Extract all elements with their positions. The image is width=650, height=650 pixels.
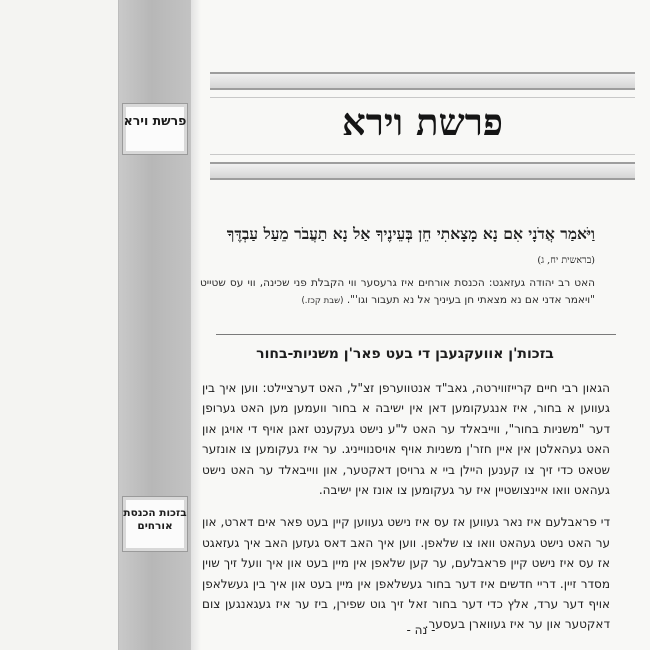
section-divider — [216, 334, 616, 335]
sidebar-topic-label: בזכות הכנסת אורחים — [123, 507, 187, 533]
page-title: פרשת וירא — [341, 100, 504, 144]
sidebar-shadow — [191, 0, 201, 650]
story-heading: בזכות'ן אוועקגעבן די בעט פאר'ן משניות-בחור — [256, 346, 554, 362]
verse-block — [195, 222, 595, 273]
page-number: - נה - — [406, 623, 436, 637]
sidebar-topic-box — [122, 496, 188, 552]
title-frame-bottom-border — [210, 162, 635, 180]
story-paragraph: די פראבלעם איז נאר געווען אז עס איז נישט געווען קיין בעט פאר אים דארט, און ער האט נישט געהאט וואו צו שלאפן. ווען איך האב דאס געזען האב איך געזאגט אז עס איז נישט קיין פראבלעם, ער קען שלאפן אין מיין בעט און איך וועל זיך שוין מסדר זיין. דריי חדשים איז דער בחור געשלאפן אין מיין בעט און איך בין געשלאפן אויף דער ערד, אלץ כדי דער בחור זאל זיך גוט שפירן, ביז ער איז געגאנגען צום דאקטער און ער איז געווארן בעסער. — [202, 515, 610, 632]
commentary-block — [200, 275, 595, 310]
story-body — [202, 378, 610, 647]
sidebar-parsha-label: פרשת וירא — [123, 113, 187, 128]
verse-source: (בראשית יח, ג) — [537, 255, 595, 266]
story-paragraph: הגאון רבי חיים קרייזווירטה, גאב"ד אנטווערפן זצ"ל, האט דערציילט: ווען איך בין געווען א בחור, איז אנגעקומען דאן אין ישיבה א בחור וועמען מען האט גערופן דער "משניות בחור", ווייבאלד ער האט ל"ע נישט געקענט זאגן אויף די אויגן און האט געהאלטן אין איין חזר'ן משניות אויף אויסנווייניג. ער איז געקומען צו אונזער שטאט כדי זיך צו קענען היילן ביי א גרויסן דאקטער, און ווייבאלד ער האט נישט געהאט וואו איינצושטיין איז ער געקומען צו אונז אין ישיבה. — [202, 381, 610, 498]
commentary-source: (שבת קכז.) — [301, 296, 344, 306]
sidebar-strip — [118, 0, 192, 650]
sidebar-parsha-box — [122, 103, 188, 155]
verse-text: וַיֹּאמַר אֲדֹנָי אִם נָא מָצָאתִי חֵן בְּעֵינֶיךָ אַל נָא תַעֲבֹר מֵעַל עַבְדֶּךָ — [226, 224, 595, 243]
title-frame-top-border — [210, 72, 635, 90]
title-frame-top-ornament — [210, 89, 635, 98]
commentary-text: האט רב יהודה געזאגט: הכנסת אורחים איז גרעסער ווי הקבלת פני שכינה, ווי עס שטייט "ויאמר אדני אם נא מצאתי חן בעיניך אל נא תעבור וגו'". — [200, 277, 595, 306]
title-frame — [210, 72, 635, 180]
page-margin — [0, 0, 118, 650]
